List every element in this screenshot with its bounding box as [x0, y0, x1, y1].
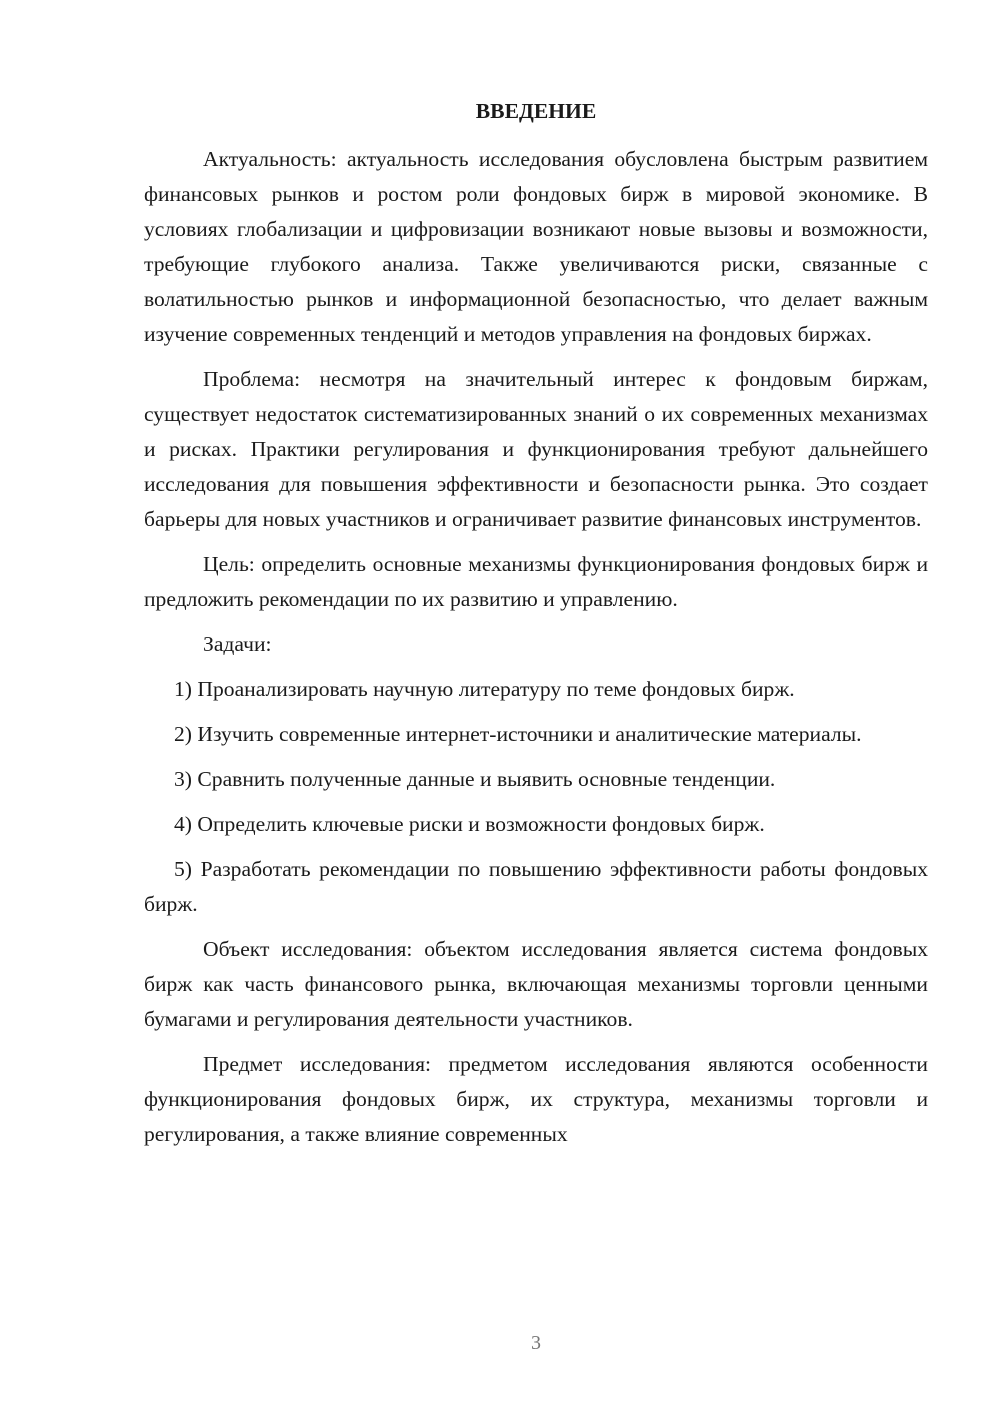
paragraph-relevance: Актуальность: актуальность исследования обусловлена быстрым развитием финансовых рынков и ростом роли фондовых бирж в мировой экономике. В условиях глобализации и цифровизации возникают новые вызовы и возможности, требующие глубокого анализа. Также увеличиваются риски, связанные с волатильностью рынков и информационной безопасностью, что делает важным изучение современных тенденций и методов управления на фондовых биржах. — [144, 147, 928, 346]
tasks-label: Задачи: — [203, 632, 272, 656]
task-item: 1) Проанализировать научную литературу по теме фондовых бирж. — [174, 677, 795, 701]
paragraph-goal: Цель: определить основные механизмы функционирования фондовых бирж и предложить рекомендации по их развитию и управлению. — [144, 552, 928, 611]
document-page — [144, 96, 928, 1162]
task-item: 4) Определить ключевые риски и возможности фондовых бирж. — [174, 812, 765, 836]
section-heading: ВВЕДЕНИЕ — [475, 99, 597, 123]
task-item: 2) Изучить современные интернет-источники и аналитические материалы. — [174, 722, 862, 746]
paragraph-subject: Предмет исследования: предметом исследования являются особенности функционирования фондовых бирж, их структура, механизмы торговли и регулирования, а также влияние современных — [144, 1052, 928, 1146]
paragraph-object: Объект исследования: объектом исследования является система фондовых бирж как часть финансового рынка, включающая механизмы торговли ценными бумагами и регулирования деятельности участников. — [144, 937, 928, 1031]
paragraph-problem: Проблема: несмотря на значительный интерес к фондовым биржам, существует недостаток систематизированных знаний о их современных механизмах и рисках. Практики регулирования и функционирования требуют дальнейшего исследования для повышения эффективности и безопасности рынка. Это создает барьеры для новых участников и ограничивает развитие финансовых инструментов. — [144, 367, 928, 531]
task-item: 5) Разработать рекомендации по повышению эффективности работы фондовых бирж. — [144, 857, 928, 916]
page-number: 3 — [531, 1332, 541, 1354]
task-item: 3) Сравнить полученные данные и выявить основные тенденции. — [174, 767, 776, 791]
